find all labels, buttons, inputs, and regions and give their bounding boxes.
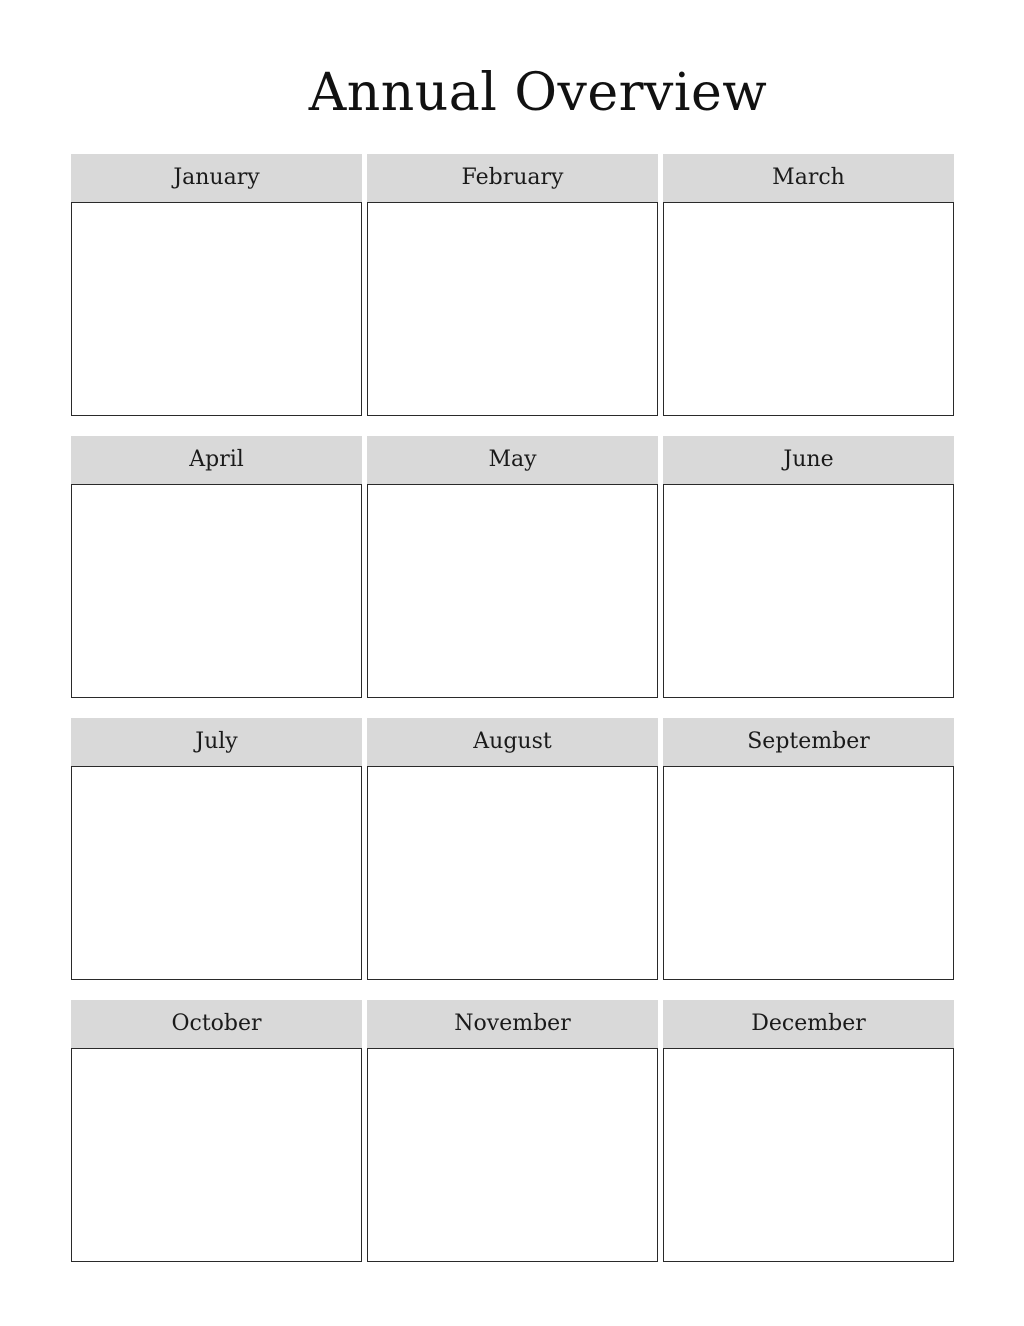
month-card-december — [663, 1000, 954, 1262]
month-notes-area[interactable] — [663, 1048, 954, 1262]
month-card-october — [71, 1000, 362, 1262]
month-card-february — [367, 154, 658, 416]
month-notes-area[interactable] — [663, 766, 954, 980]
month-header: September — [663, 718, 954, 766]
month-header: November — [367, 1000, 658, 1048]
month-header: March — [663, 154, 954, 202]
month-notes-area[interactable] — [367, 1048, 658, 1262]
month-notes-area[interactable] — [367, 202, 658, 416]
month-notes-area[interactable] — [71, 1048, 362, 1262]
month-header: May — [367, 436, 658, 484]
month-header: April — [71, 436, 362, 484]
month-card-may — [367, 436, 658, 698]
month-card-april — [71, 436, 362, 698]
month-header: January — [71, 154, 362, 202]
month-notes-area[interactable] — [663, 202, 954, 416]
month-header: June — [663, 436, 954, 484]
month-header: October — [71, 1000, 362, 1048]
month-card-january — [71, 154, 362, 416]
month-notes-area[interactable] — [367, 484, 658, 698]
month-card-march — [663, 154, 954, 416]
month-notes-area[interactable] — [71, 766, 362, 980]
month-card-august — [367, 718, 658, 980]
month-header: August — [367, 718, 658, 766]
month-card-september — [663, 718, 954, 980]
months-grid — [71, 154, 954, 1262]
page-title: Annual Overview — [308, 63, 768, 123]
month-notes-area[interactable] — [71, 202, 362, 416]
month-notes-area[interactable] — [367, 766, 658, 980]
month-header: February — [367, 154, 658, 202]
month-card-november — [367, 1000, 658, 1262]
month-notes-area[interactable] — [71, 484, 362, 698]
month-header: December — [663, 1000, 954, 1048]
month-header: July — [71, 718, 362, 766]
month-card-july — [71, 718, 362, 980]
month-card-june — [663, 436, 954, 698]
month-notes-area[interactable] — [663, 484, 954, 698]
